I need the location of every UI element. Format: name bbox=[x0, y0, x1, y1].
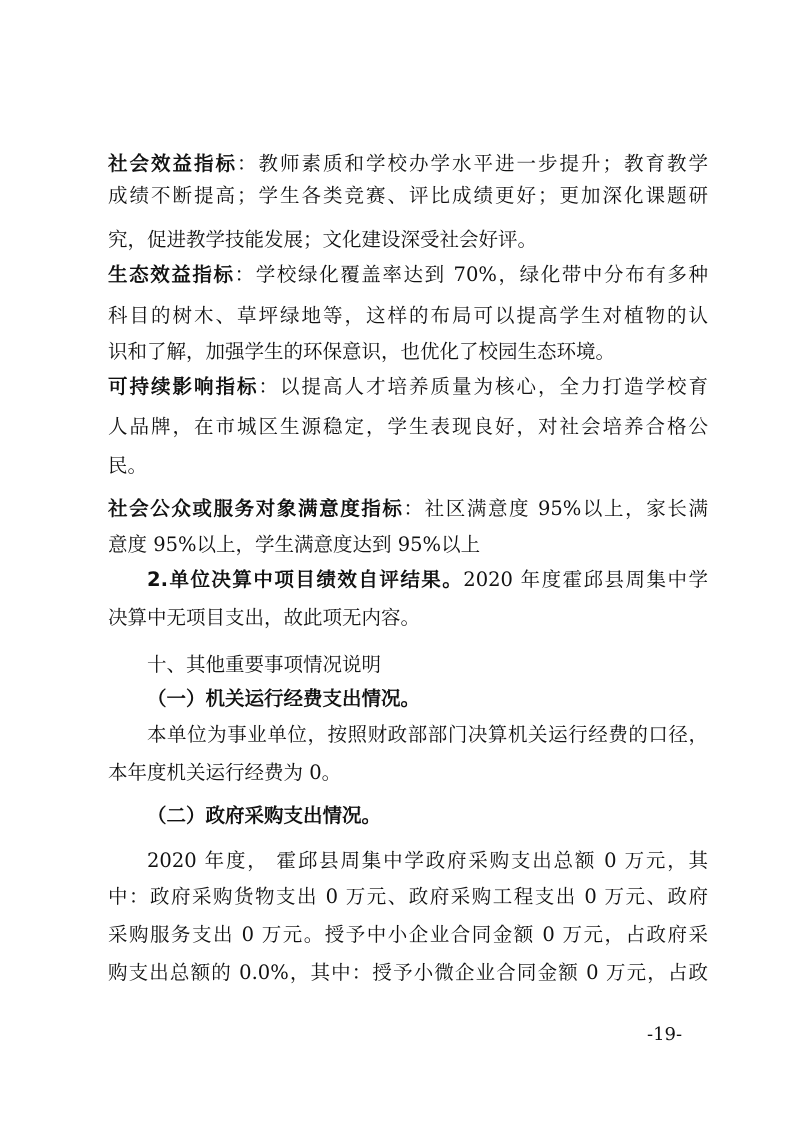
sustainable-impact-text-3: 民。 bbox=[108, 454, 148, 477]
gov-procurement-text-3: 采购服务支出 0 万元。授予中小企业合同金额 0 万元，占政府采 bbox=[108, 923, 708, 946]
page-number: -19- bbox=[647, 1024, 683, 1045]
satisfaction-label: 社会公众或服务对象满意度指标 bbox=[108, 497, 404, 520]
social-benefit-line-1 bbox=[108, 151, 708, 177]
sustainable-impact-text-2: 人品牌，在市城区生源稳定，学生表现良好，对社会培养合格公 bbox=[108, 415, 708, 438]
sustainable-impact-line-1 bbox=[108, 374, 708, 400]
sustainable-impact-sep: ： bbox=[258, 375, 280, 398]
ecological-benefit-sep: ： bbox=[234, 263, 256, 286]
gov-procurement-text-1: 2020 年度， 霍邱县周集中学政府采购支出总额 0 万元，其 bbox=[147, 849, 708, 872]
sustainable-impact-label: 可持续影响指标 bbox=[108, 375, 259, 398]
satisfaction-text-1: 社区满意度 95%以上，家长满 bbox=[424, 497, 708, 520]
ecological-benefit-line-1 bbox=[108, 262, 708, 288]
operating-expense-text-2: 本年度机关运行经费为 0。 bbox=[108, 761, 342, 784]
sustainable-impact-text-1: 以提高人才培养质量为核心，全力打造学校育 bbox=[280, 375, 708, 398]
ecological-benefit-text-3: 识和了解，加强学生的环保意识，也优化了校园生态环境。 bbox=[108, 340, 616, 363]
social-benefit-text-2: 成绩不断提高；学生各类竞赛、评比成绩更好；更加深化课题研 bbox=[108, 184, 708, 207]
social-benefit-sep: ： bbox=[237, 152, 259, 175]
operating-expense-title: （一）机关运行经费支出情况。 bbox=[147, 687, 421, 710]
ecological-benefit-label: 生态效益指标 bbox=[108, 263, 235, 286]
gov-procurement-title: （二）政府采购支出情况。 bbox=[147, 804, 382, 827]
satisfaction-text-2: 意度 95%以上，学生满意度达到 95%以上 bbox=[108, 533, 481, 556]
satisfaction-line-1 bbox=[108, 496, 708, 522]
gov-procurement-text-2: 中：政府采购货物支出 0 万元、政府采购工程支出 0 万元、政府 bbox=[108, 885, 708, 908]
project-self-eval-label: 2.单位决算中项目绩效自评结果。 bbox=[147, 568, 464, 591]
gov-procurement-text-4: 购支出总额的 0.0%，其中：授予小微企业合同金额 0 万元，占政 bbox=[108, 961, 708, 984]
project-self-eval-line-1 bbox=[147, 567, 708, 593]
ecological-benefit-text-2: 科目的树木、草坪绿地等，这样的布局可以提高学生对植物的认 bbox=[108, 304, 708, 327]
project-self-eval-text-2: 决算中无项目支出，故此项无内容。 bbox=[108, 606, 421, 629]
satisfaction-sep: ： bbox=[403, 497, 425, 520]
project-self-eval-text-1: 2020 年度霍邱县周集中学 bbox=[463, 568, 708, 591]
section-ten-title: 十、其他重要事项情况说明 bbox=[147, 653, 382, 676]
ecological-benefit-text-1: 学校绿化覆盖率达到 70%，绿化带中分布有多种 bbox=[255, 263, 708, 286]
operating-expense-text-1: 本单位为事业单位，按照财政部部门决算机关运行经费的口径， bbox=[147, 723, 708, 746]
social-benefit-text-1: 教师素质和学校办学水平进一步提升；教育教学 bbox=[258, 152, 708, 175]
social-benefit-label: 社会效益指标 bbox=[108, 152, 237, 175]
social-benefit-text-3: 究，促进教学技能发展；文化建设深受社会好评。 bbox=[108, 228, 538, 251]
